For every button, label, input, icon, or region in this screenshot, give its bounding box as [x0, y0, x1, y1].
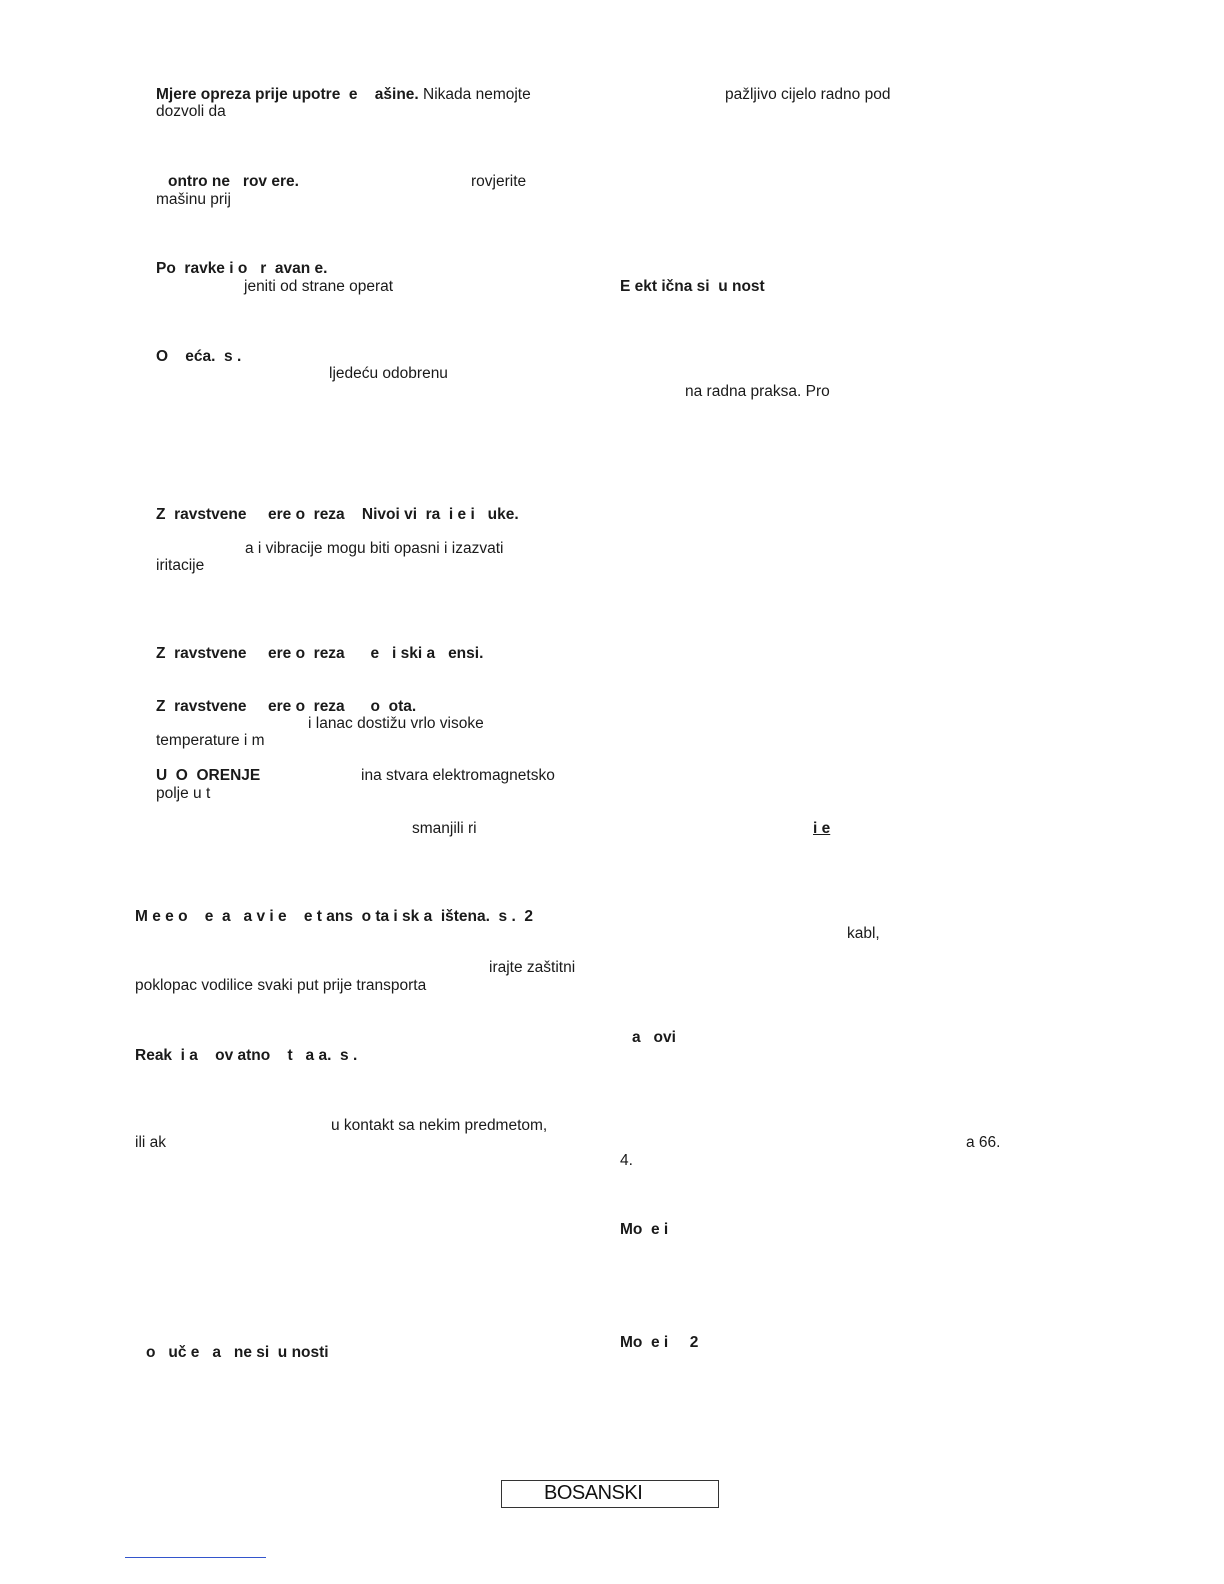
heading-chemicals: Z ravstvene ere o reza e i ski a ensi.: [156, 645, 484, 662]
language-label-box: [501, 1480, 719, 1508]
heading-control-checks: ontro ne rov ere.: [168, 173, 299, 190]
right-text-page-ref: a 66.: [966, 1134, 1001, 1151]
heading-heat: Z ravstvene ere o reza o ota.: [156, 698, 417, 715]
heading-transport: M e e o e a a v i e e t ans o ta i sk a ištena. s . 2: [135, 908, 534, 925]
text-noise-vibration-2: iritacije: [156, 557, 205, 574]
right-text-cable: kabl,: [847, 925, 880, 942]
text-clothing: ljedeću odobrenu: [329, 365, 448, 382]
text-control-checks: rovjerite: [471, 173, 527, 190]
paragraph-precautions: [156, 86, 531, 104]
text-warning: ina stvara elektromagnetsko: [361, 767, 555, 784]
right-heading-fragment: a ovi: [632, 1029, 676, 1046]
heading-repairs: Po ravke i o r avan e.: [156, 260, 328, 277]
text-kickback-2: ili ak: [135, 1134, 167, 1151]
heading-warning: U O ORENJE: [156, 767, 261, 784]
heading-model-1: Mo e i: [620, 1221, 669, 1238]
text-control-checks-2: mašinu prij: [156, 191, 231, 208]
text-warning-3: smanjili ri: [412, 820, 477, 837]
text-warning-2: polje u t: [156, 785, 211, 802]
heading-electrical-safety: E ekt ična si u nost: [620, 278, 765, 295]
text-heat-2: temperature i m: [156, 732, 265, 749]
text-precautions: Nikada nemojte: [418, 86, 531, 103]
right-text-practice: na radna praksa. Pro: [685, 383, 830, 400]
heading-clothing: O eća. s .: [156, 348, 242, 365]
text-precautions-2: dozvoli da: [156, 103, 226, 120]
text-transport: irajte zaštitni: [489, 959, 576, 976]
heading-safety-recommendations: o uč e a ne si u nosti: [146, 1344, 329, 1361]
right-text-number: 4.: [620, 1152, 633, 1169]
text-kickback: u kontakt sa nekim predmetom,: [331, 1117, 548, 1134]
right-underlined-text: i e: [813, 820, 831, 837]
text-noise-vibration: a i vibracije mogu biti opasni i izazvati: [245, 540, 504, 557]
heading-noise-vibration: Z ravstvene ere o reza Nivoi vi ra i e i uke.: [156, 506, 519, 523]
language-label: BOSANSKI: [544, 1482, 643, 1504]
heading-precautions: Mjere opreza prije upotre e ašine.: [156, 86, 419, 103]
right-text-workarea: pažljivo cijelo radno pod: [725, 86, 891, 103]
text-repairs: jeniti od strane operat: [244, 278, 394, 295]
heading-kickback: Reak i a ov atno t a a. s .: [135, 1047, 358, 1064]
footer-underline: [125, 1557, 266, 1558]
heading-model-2: Mo e i 2: [620, 1334, 699, 1351]
text-transport-2: poklopac vodilice svaki put prije transporta: [135, 977, 427, 994]
text-heat: i lanac dostižu vrlo visoke: [308, 715, 484, 732]
